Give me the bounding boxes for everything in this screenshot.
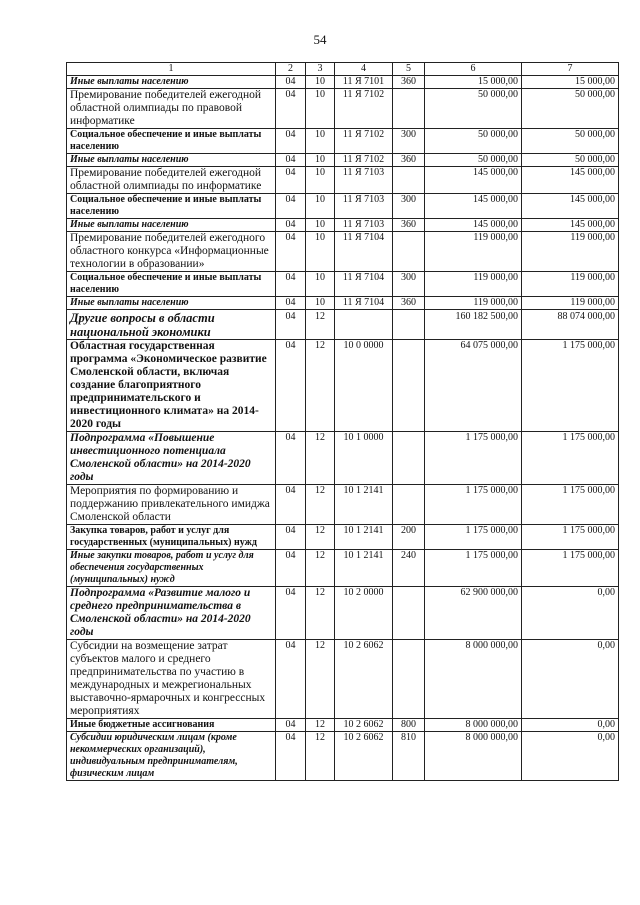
section-code: 04 <box>276 525 306 550</box>
row-name: Иные выплаты населению <box>67 297 276 310</box>
table-row <box>67 194 619 219</box>
expense-type <box>393 89 425 129</box>
amount-year-2: 0,00 <box>522 640 619 719</box>
target-article: 10 2 0000 <box>335 587 393 640</box>
target-article: 10 1 2141 <box>335 525 393 550</box>
section-code: 04 <box>276 272 306 297</box>
row-name: Подпрограмма «Повышение инвестиционного потенциала Смоленской области» на 2014-2020 годы <box>67 432 276 485</box>
section-code: 04 <box>276 89 306 129</box>
col-header: 6 <box>425 63 522 76</box>
table-row <box>67 525 619 550</box>
target-article: 11 Я 7104 <box>335 272 393 297</box>
amount-year-1: 145 000,00 <box>425 167 522 194</box>
amount-year-1: 50 000,00 <box>425 129 522 154</box>
subsection-code: 10 <box>306 232 335 272</box>
row-name: Иные выплаты населению <box>67 154 276 167</box>
target-article: 11 Я 7104 <box>335 297 393 310</box>
table-row <box>67 167 619 194</box>
expense-type <box>393 640 425 719</box>
amount-year-1: 1 175 000,00 <box>425 432 522 485</box>
amount-year-2: 50 000,00 <box>522 154 619 167</box>
col-header: 7 <box>522 63 619 76</box>
subsection-code: 12 <box>306 485 335 525</box>
col-header: 4 <box>335 63 393 76</box>
amount-year-1: 119 000,00 <box>425 297 522 310</box>
expense-type: 360 <box>393 76 425 89</box>
table-row <box>67 310 619 340</box>
subsection-code: 10 <box>306 76 335 89</box>
amount-year-1: 145 000,00 <box>425 219 522 232</box>
amount-year-1: 160 182 500,00 <box>425 310 522 340</box>
amount-year-2: 1 175 000,00 <box>522 525 619 550</box>
amount-year-1: 15 000,00 <box>425 76 522 89</box>
section-code: 04 <box>276 732 306 781</box>
expense-type: 360 <box>393 219 425 232</box>
section-code: 04 <box>276 297 306 310</box>
subsection-code: 10 <box>306 167 335 194</box>
row-name: Субсидии юридическим лицам (кроме некоммерческих организаций), индивидуальным предпринимателям, физическим лицам <box>67 732 276 781</box>
section-code: 04 <box>276 154 306 167</box>
section-code: 04 <box>276 719 306 732</box>
expense-type: 360 <box>393 154 425 167</box>
subsection-code: 10 <box>306 297 335 310</box>
section-code: 04 <box>276 194 306 219</box>
subsection-code: 10 <box>306 219 335 232</box>
target-article: 11 Я 7103 <box>335 219 393 232</box>
expense-type <box>393 587 425 640</box>
table-row <box>67 232 619 272</box>
section-code: 04 <box>276 219 306 232</box>
subsection-code: 10 <box>306 154 335 167</box>
amount-year-1: 50 000,00 <box>425 154 522 167</box>
row-name: Мероприятия по формированию и поддержанию привлекательного имиджа Смоленской области <box>67 485 276 525</box>
target-article: 10 2 6062 <box>335 732 393 781</box>
subsection-code: 10 <box>306 89 335 129</box>
section-code: 04 <box>276 232 306 272</box>
row-name: Субсидии на возмещение затрат субъектов малого и среднего предпринимательства по участию в международных и межрегиональных выставочно-ярмарочных и конгрессных мероприятиях <box>67 640 276 719</box>
amount-year-1: 119 000,00 <box>425 272 522 297</box>
table-row <box>67 640 619 719</box>
amount-year-2: 15 000,00 <box>522 76 619 89</box>
col-header: 5 <box>393 63 425 76</box>
expense-type: 360 <box>393 297 425 310</box>
table-row <box>67 219 619 232</box>
subsection-code: 12 <box>306 310 335 340</box>
amount-year-1: 1 175 000,00 <box>425 525 522 550</box>
row-name: Подпрограмма «Развитие малого и среднего предпринимательства в Смоленской области» на 2014-2020 годы <box>67 587 276 640</box>
amount-year-2: 50 000,00 <box>522 129 619 154</box>
table-row <box>67 297 619 310</box>
amount-year-2: 1 175 000,00 <box>522 485 619 525</box>
budget-table <box>66 62 619 781</box>
target-article: 10 1 2141 <box>335 550 393 587</box>
amount-year-2: 1 175 000,00 <box>522 550 619 587</box>
table-row <box>67 340 619 432</box>
subsection-code: 10 <box>306 129 335 154</box>
amount-year-1: 50 000,00 <box>425 89 522 129</box>
table-row <box>67 550 619 587</box>
table-row <box>67 76 619 89</box>
expense-type: 810 <box>393 732 425 781</box>
target-article: 10 2 6062 <box>335 719 393 732</box>
subsection-code: 12 <box>306 640 335 719</box>
amount-year-2: 119 000,00 <box>522 272 619 297</box>
amount-year-1: 8 000 000,00 <box>425 732 522 781</box>
target-article: 10 0 0000 <box>335 340 393 432</box>
subsection-code: 12 <box>306 550 335 587</box>
target-article: 10 1 2141 <box>335 485 393 525</box>
table-row <box>67 432 619 485</box>
row-name: Премирование победителей ежегодного областного конкурса «Информационные технологии в образовании» <box>67 232 276 272</box>
col-header: 2 <box>276 63 306 76</box>
amount-year-2: 50 000,00 <box>522 89 619 129</box>
amount-year-1: 8 000 000,00 <box>425 640 522 719</box>
row-name: Закупка товаров, работ и услуг для государственных (муниципальных) нужд <box>67 525 276 550</box>
row-name: Социальное обеспечение и иные выплаты населению <box>67 194 276 219</box>
target-article: 11 Я 7102 <box>335 129 393 154</box>
amount-year-2: 145 000,00 <box>522 167 619 194</box>
target-article: 11 Я 7104 <box>335 232 393 272</box>
amount-year-2: 145 000,00 <box>522 219 619 232</box>
row-name: Областная государственная программа «Экономическое развитие Смоленской области, включая создание благоприятного предпринимательского и инвестиционного климата» на 2014-2020 годы <box>67 340 276 432</box>
amount-year-2: 0,00 <box>522 719 619 732</box>
amount-year-2: 0,00 <box>522 732 619 781</box>
section-code: 04 <box>276 340 306 432</box>
row-name: Иные закупки товаров, работ и услуг для обеспечения государственных (муниципальных) нужд <box>67 550 276 587</box>
amount-year-1: 62 900 000,00 <box>425 587 522 640</box>
amount-year-2: 119 000,00 <box>522 232 619 272</box>
expense-type: 300 <box>393 129 425 154</box>
row-name: Иные выплаты населению <box>67 76 276 89</box>
subsection-code: 12 <box>306 719 335 732</box>
table-row <box>67 89 619 129</box>
row-name: Премирование победителей ежегодной областной олимпиады по информатике <box>67 167 276 194</box>
target-article: 11 Я 7103 <box>335 194 393 219</box>
subsection-code: 12 <box>306 587 335 640</box>
amount-year-1: 1 175 000,00 <box>425 550 522 587</box>
amount-year-1: 1 175 000,00 <box>425 485 522 525</box>
table-row <box>67 719 619 732</box>
target-article <box>335 310 393 340</box>
expense-type <box>393 340 425 432</box>
section-code: 04 <box>276 76 306 89</box>
page-number: 54 <box>313 32 327 47</box>
section-code: 04 <box>276 550 306 587</box>
amount-year-1: 8 000 000,00 <box>425 719 522 732</box>
section-code: 04 <box>276 310 306 340</box>
expense-type <box>393 432 425 485</box>
section-code: 04 <box>276 167 306 194</box>
section-code: 04 <box>276 640 306 719</box>
amount-year-1: 145 000,00 <box>425 194 522 219</box>
expense-type <box>393 232 425 272</box>
subsection-code: 12 <box>306 732 335 781</box>
expense-type: 200 <box>393 525 425 550</box>
table-row <box>67 732 619 781</box>
subsection-code: 12 <box>306 340 335 432</box>
subsection-code: 12 <box>306 525 335 550</box>
amount-year-2: 145 000,00 <box>522 194 619 219</box>
expense-type: 300 <box>393 272 425 297</box>
section-code: 04 <box>276 129 306 154</box>
expense-type: 240 <box>393 550 425 587</box>
amount-year-2: 0,00 <box>522 587 619 640</box>
target-article: 10 1 0000 <box>335 432 393 485</box>
target-article: 11 Я 7101 <box>335 76 393 89</box>
amount-year-2: 1 175 000,00 <box>522 432 619 485</box>
section-code: 04 <box>276 432 306 485</box>
expense-type <box>393 310 425 340</box>
expense-type: 300 <box>393 194 425 219</box>
target-article: 11 Я 7102 <box>335 89 393 129</box>
section-code: 04 <box>276 587 306 640</box>
expense-type <box>393 485 425 525</box>
row-name: Иные выплаты населению <box>67 219 276 232</box>
col-header: 1 <box>67 63 276 76</box>
subsection-code: 10 <box>306 194 335 219</box>
row-name: Социальное обеспечение и иные выплаты населению <box>67 272 276 297</box>
amount-year-1: 119 000,00 <box>425 232 522 272</box>
table-row <box>67 272 619 297</box>
section-code: 04 <box>276 485 306 525</box>
table-row <box>67 129 619 154</box>
expense-type: 800 <box>393 719 425 732</box>
subsection-code: 12 <box>306 432 335 485</box>
expense-type <box>393 167 425 194</box>
target-article: 11 Я 7103 <box>335 167 393 194</box>
header-row <box>67 63 619 76</box>
table-row <box>67 587 619 640</box>
table-row <box>67 485 619 525</box>
amount-year-2: 88 074 000,00 <box>522 310 619 340</box>
target-article: 10 2 6062 <box>335 640 393 719</box>
subsection-code: 10 <box>306 272 335 297</box>
row-name: Иные бюджетные ассигнования <box>67 719 276 732</box>
table-row <box>67 154 619 167</box>
amount-year-2: 1 175 000,00 <box>522 340 619 432</box>
target-article: 11 Я 7102 <box>335 154 393 167</box>
row-name: Премирование победителей ежегодной областной олимпиады по правовой информатике <box>67 89 276 129</box>
row-name: Социальное обеспечение и иные выплаты населению <box>67 129 276 154</box>
row-name: Другие вопросы в области национальной экономики <box>67 310 276 340</box>
col-header: 3 <box>306 63 335 76</box>
amount-year-1: 64 075 000,00 <box>425 340 522 432</box>
amount-year-2: 119 000,00 <box>522 297 619 310</box>
